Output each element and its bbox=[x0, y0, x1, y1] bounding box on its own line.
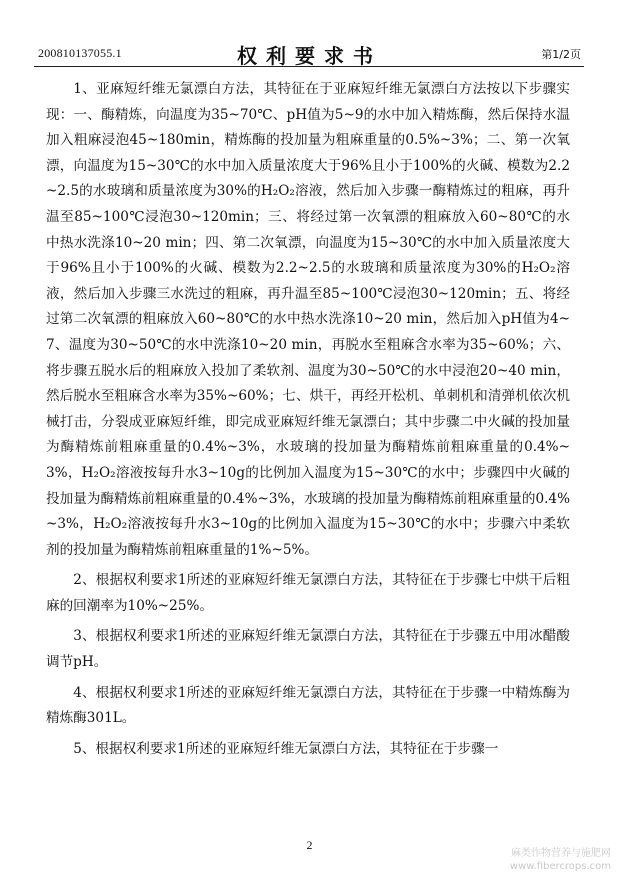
header-divider bbox=[34, 66, 584, 67]
watermark bbox=[510, 847, 611, 873]
document-title: 权利要求书 bbox=[237, 44, 382, 68]
claim-1: 1、亚麻短纤维无氯漂白方法，其特征在于亚麻短纤维无氯漂白方法按以下步骤实现：一、酶精炼，向温度为35~70℃、pH值为5~9的水中加入精炼酶，然后保持水温加入粗麻浸泡45~180min，精炼酶的投加量为粗麻重量的0.5%~3%；二、第一次氧漂，向温度为15~30℃的水中加入质量浓度大于96%且小于100%的火碱、模数为2.2~2.5的水玻璃和质量浓度为30%的H₂O₂溶液，然后加入步骤一酶精炼过的粗麻，再升温至85~100℃浸泡30~120min；三、将经过第一次氧漂的粗麻放入60~80℃的水中热水洗涤10~20 min；四、第二次氧漂，向温度为15~30℃的水中加入质量浓度大于96%且小于100%的火碱、模数为2.2~2.5的水玻璃和质量浓度为30%的H₂O₂溶液，然后加入步骤三水洗过的粗麻，再升温至85~100℃浸泡30~120min；五、将经过第二次氧漂的粗麻放入60~80℃的水中热水洗涤10~20 min，然后加入pH值为4~7、温度为30~50℃的水中洗涤10~20 min，再脱水至粗麻含水率为35~60%；六、将步骤五脱水后的粗麻放入投加了柔软剂、温度为30~50℃的水中浸泡20~40 min，然后脱水至粗麻含水率为35%~60%；七、烘干，再经开松机、单刺机和清弹机依次机械打击，分裂成亚麻短纤维，即完成亚麻短纤维无氯漂白；其中步骤二中火碱的投加量为酶精炼前粗麻重量的0.4%~3%，水玻璃的投加量为酶精炼前粗麻重量的0.4%~3%，H₂O₂溶液按每升水3~10g的比例加入温度为15~30℃的水中；步骤四中火碱的投加量为酶精炼前粗麻重量的0.4%~3%，水玻璃的投加量为酶精炼前粗麻重量的0.4%~3%，H₂O₂溶液按每升水3~10g的比例加入温度为15~30℃的水中；步骤六中柔软剂的投加量为酶精炼前粗麻重量的1%~5%。 bbox=[46, 81, 570, 558]
claim-4: 4、根据权利要求1所述的亚麻短纤维无氯漂白方法，其特征在于步骤一中精炼酶为精炼酶301L。 bbox=[46, 684, 570, 727]
claim-2: 2、根据权利要求1所述的亚麻短纤维无氯漂白方法，其特征在于步骤七中烘干后粗麻的回潮率为10%~25%。 bbox=[46, 572, 570, 614]
claims-body bbox=[46, 77, 570, 767]
page-header bbox=[0, 0, 619, 66]
claim-3: 3、根据权利要求1所述的亚麻短纤维无氯漂白方法，其特征在于步骤五中用冰醋酸调节pH。 bbox=[46, 628, 570, 671]
watermark-site-name: 麻类作物营养与施肥网 bbox=[511, 848, 611, 859]
page-number: 2 bbox=[306, 838, 313, 852]
watermark-url: www.fibercrops.com bbox=[509, 861, 611, 872]
page-indicator: 第1/2页 bbox=[541, 48, 581, 61]
application-number: 200810137055.1 bbox=[38, 46, 122, 60]
claim-5: 5、根据权利要求1所述的亚麻短纤维无氯漂白方法，其特征在于步骤一 bbox=[73, 740, 499, 757]
